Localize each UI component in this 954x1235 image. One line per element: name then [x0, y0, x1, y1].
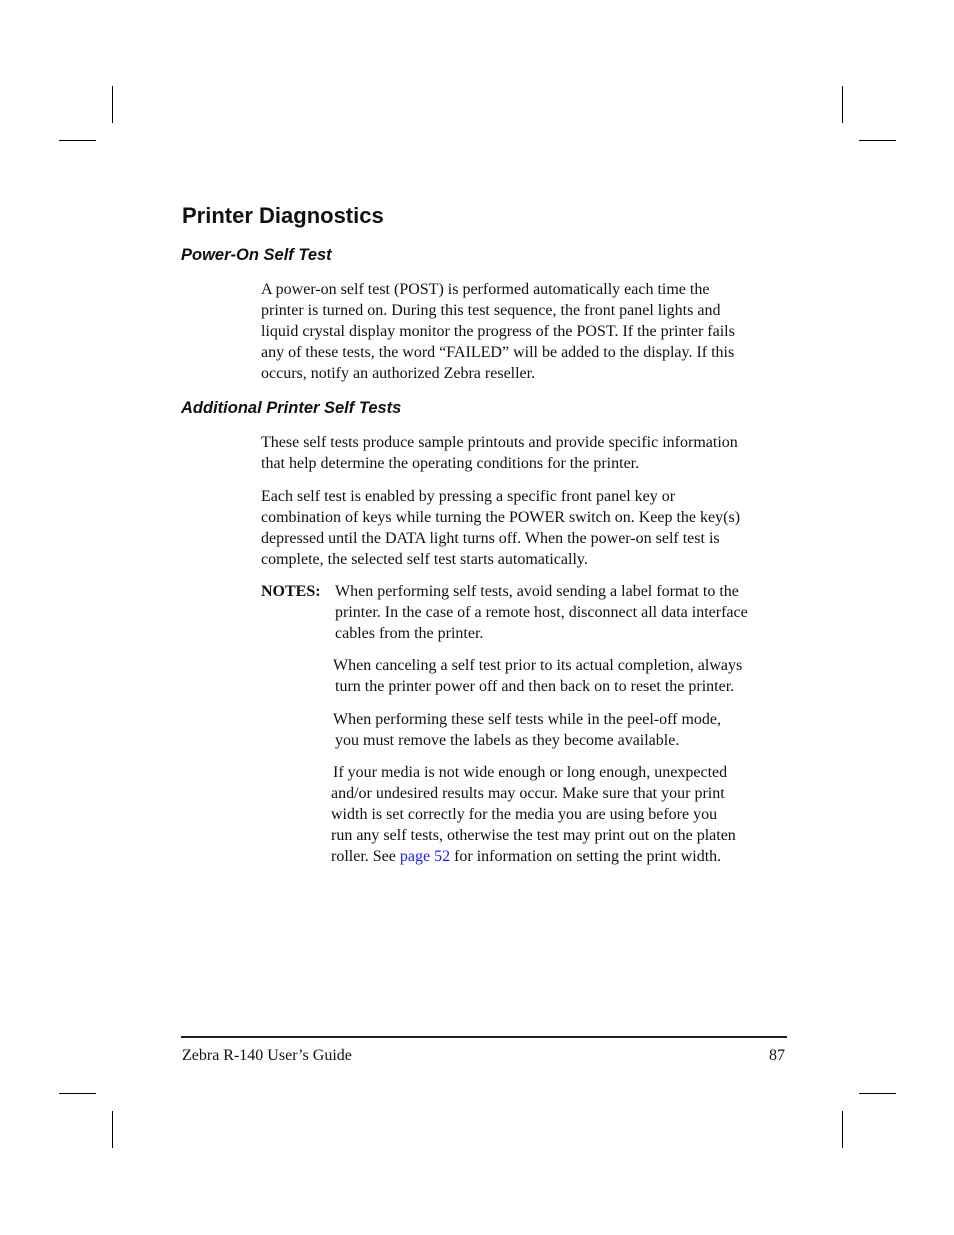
- crop-mark: [112, 1111, 113, 1148]
- text-line: cables from the printer.: [335, 625, 484, 642]
- note-4: [331, 762, 736, 867]
- notes-label: NOTES:: [261, 583, 321, 600]
- text-line: width is set correctly for the media you are using before you: [331, 806, 718, 823]
- text-line: and/or undesired results may occur. Make sure that your print: [331, 785, 725, 802]
- text-line: occurs, notify an authorized Zebra reseller.: [261, 365, 536, 382]
- text-line: When performing self tests, avoid sending a label format to the: [335, 583, 739, 600]
- text-line: depressed until the DATA light turns off. When the power-on self test is: [261, 530, 720, 547]
- post-paragraph: [261, 279, 735, 384]
- text-span: for information on setting the print width.: [450, 848, 722, 865]
- text-line: combination of keys while turning the POWER switch on. Keep the key(s): [261, 509, 741, 526]
- text-line: [331, 846, 736, 867]
- text-line: These self tests produce sample printouts and provide specific information: [261, 434, 738, 451]
- additional-paragraph-2: [261, 486, 740, 570]
- text-line: you must remove the labels as they become available.: [335, 732, 680, 749]
- footer-title: Zebra R-140 User’s Guide: [182, 1047, 352, 1064]
- page-number: 87: [769, 1047, 785, 1064]
- crop-mark: [59, 1093, 96, 1094]
- page-title: Printer Diagnostics: [182, 203, 384, 228]
- text-line: turn the printer power off and then back on to reset the printer.: [335, 678, 735, 695]
- text-line: any of these tests, the word “FAILED” will be added to the display. If this: [261, 344, 735, 361]
- additional-paragraph-1: [261, 432, 738, 474]
- text-line: When performing these self tests while in the peel-off mode,: [333, 711, 722, 728]
- page-52-link[interactable]: page 52: [399, 848, 451, 865]
- note-1: [335, 581, 748, 644]
- section-title-post: Power-On Self Test: [181, 246, 332, 264]
- crop-mark: [59, 140, 96, 141]
- text-line: that help determine the operating conditions for the printer.: [261, 455, 640, 472]
- crop-mark: [112, 86, 113, 123]
- text-line: A power-on self test (POST) is performed automatically each time the: [261, 281, 710, 298]
- text-line: If your media is not wide enough or long enough, unexpected: [333, 764, 728, 781]
- text-span: roller. See: [331, 848, 400, 865]
- text-line: run any self tests, otherwise the test may print out on the platen: [331, 827, 736, 844]
- text-line: Each self test is enabled by pressing a specific front panel key or: [261, 488, 676, 505]
- crop-mark: [859, 1093, 896, 1094]
- footer-rule: [181, 1036, 787, 1038]
- crop-mark: [842, 86, 843, 123]
- text-line: complete, the selected self test starts automatically.: [261, 551, 588, 568]
- note-3: [333, 709, 721, 751]
- note-2: [333, 655, 742, 697]
- crop-mark: [859, 140, 896, 141]
- text-line: liquid crystal display monitor the progress of the POST. If the printer fails: [261, 323, 735, 340]
- text-line: printer. In the case of a remote host, disconnect all data interface: [335, 604, 748, 621]
- text-line: When canceling a self test prior to its actual completion, always: [333, 657, 743, 674]
- crop-mark: [842, 1111, 843, 1148]
- text-line: printer is turned on. During this test sequence, the front panel lights and: [261, 302, 721, 319]
- section-title-additional: Additional Printer Self Tests: [181, 399, 402, 417]
